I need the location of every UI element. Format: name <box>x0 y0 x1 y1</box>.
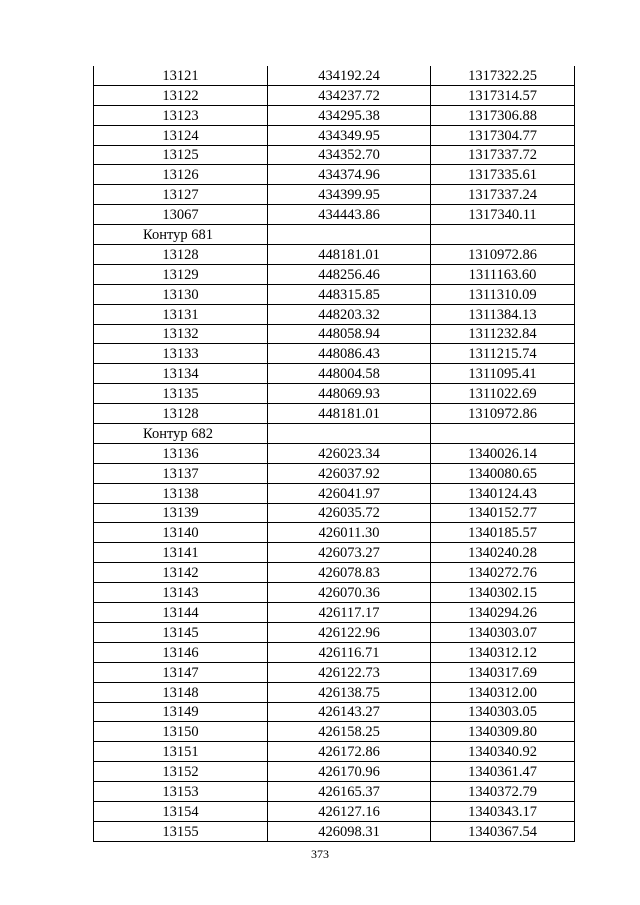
y-coordinate-cell: 1340372.79 <box>431 782 575 802</box>
x-coordinate-cell: 434349.95 <box>268 125 431 145</box>
y-coordinate-cell: 1317337.24 <box>431 185 575 205</box>
x-coordinate-cell: 448069.93 <box>268 384 431 404</box>
table-row <box>94 185 575 205</box>
y-coordinate-cell: 1311022.69 <box>431 384 575 404</box>
y-coordinate-cell: 1340080.65 <box>431 463 575 483</box>
point-number-cell: 13152 <box>94 762 268 782</box>
table-row <box>94 384 575 404</box>
point-number-cell: 13145 <box>94 622 268 642</box>
x-coordinate-cell: 434192.24 <box>268 66 431 85</box>
empty-cell <box>431 225 575 245</box>
y-coordinate-cell: 1340303.05 <box>431 702 575 722</box>
x-coordinate-cell: 426127.16 <box>268 801 431 821</box>
table-row <box>94 145 575 165</box>
point-number-cell: 13146 <box>94 642 268 662</box>
contour-header-row <box>94 225 575 245</box>
point-number-cell: 13067 <box>94 205 268 225</box>
table-row <box>94 364 575 384</box>
table-row <box>94 702 575 722</box>
y-coordinate-cell: 1340240.28 <box>431 543 575 563</box>
x-coordinate-cell: 426078.83 <box>268 563 431 583</box>
point-number-cell: 13123 <box>94 105 268 125</box>
x-coordinate-cell: 426037.92 <box>268 463 431 483</box>
table-row <box>94 603 575 623</box>
y-coordinate-cell: 1340152.77 <box>431 503 575 523</box>
point-number-cell: 13141 <box>94 543 268 563</box>
point-number-cell: 13150 <box>94 722 268 742</box>
x-coordinate-cell: 426035.72 <box>268 503 431 523</box>
y-coordinate-cell: 1340302.15 <box>431 583 575 603</box>
y-coordinate-cell: 1311384.13 <box>431 304 575 324</box>
point-number-cell: 13132 <box>94 324 268 344</box>
x-coordinate-cell: 448203.32 <box>268 304 431 324</box>
y-coordinate-cell: 1340185.57 <box>431 523 575 543</box>
table-row <box>94 344 575 364</box>
y-coordinate-cell: 1340026.14 <box>431 443 575 463</box>
point-number-cell: 13155 <box>94 821 268 841</box>
table-row <box>94 404 575 424</box>
y-coordinate-cell: 1340312.12 <box>431 642 575 662</box>
point-number-cell: 13137 <box>94 463 268 483</box>
point-number-cell: 13130 <box>94 284 268 304</box>
table-row <box>94 762 575 782</box>
y-coordinate-cell: 1317314.57 <box>431 85 575 105</box>
x-coordinate-cell: 426011.30 <box>268 523 431 543</box>
table-row <box>94 463 575 483</box>
point-number-cell: 13136 <box>94 443 268 463</box>
table-row <box>94 523 575 543</box>
y-coordinate-cell: 1311095.41 <box>431 364 575 384</box>
point-number-cell: 13144 <box>94 603 268 623</box>
contour-header-row <box>94 424 575 444</box>
y-coordinate-cell: 1340294.26 <box>431 603 575 623</box>
y-coordinate-cell: 1310972.86 <box>431 404 575 424</box>
table-row <box>94 782 575 802</box>
point-number-cell: 13149 <box>94 702 268 722</box>
table-row <box>94 264 575 284</box>
coordinate-table <box>93 66 575 842</box>
point-number-cell: 13127 <box>94 185 268 205</box>
point-number-cell: 13126 <box>94 165 268 185</box>
table-row <box>94 245 575 265</box>
table-row <box>94 165 575 185</box>
table-row <box>94 105 575 125</box>
x-coordinate-cell: 426073.27 <box>268 543 431 563</box>
x-coordinate-cell: 426172.86 <box>268 742 431 762</box>
x-coordinate-cell: 426098.31 <box>268 821 431 841</box>
point-number-cell: 13135 <box>94 384 268 404</box>
point-number-cell: 13122 <box>94 85 268 105</box>
table-row <box>94 284 575 304</box>
y-coordinate-cell: 1317306.88 <box>431 105 575 125</box>
point-number-cell: 13124 <box>94 125 268 145</box>
contour-label: Контур 682 <box>94 424 268 444</box>
x-coordinate-cell: 426158.25 <box>268 722 431 742</box>
table-row <box>94 205 575 225</box>
y-coordinate-cell: 1340303.07 <box>431 622 575 642</box>
x-coordinate-cell: 426122.96 <box>268 622 431 642</box>
point-number-cell: 13139 <box>94 503 268 523</box>
y-coordinate-cell: 1311232.84 <box>431 324 575 344</box>
empty-cell <box>268 225 431 245</box>
x-coordinate-cell: 448315.85 <box>268 284 431 304</box>
table-row <box>94 662 575 682</box>
x-coordinate-cell: 448256.46 <box>268 264 431 284</box>
point-number-cell: 13121 <box>94 66 268 85</box>
table-row <box>94 324 575 344</box>
y-coordinate-cell: 1317304.77 <box>431 125 575 145</box>
y-coordinate-cell: 1317335.61 <box>431 165 575 185</box>
x-coordinate-cell: 426165.37 <box>268 782 431 802</box>
point-number-cell: 13128 <box>94 245 268 265</box>
x-coordinate-cell: 426138.75 <box>268 682 431 702</box>
point-number-cell: 13125 <box>94 145 268 165</box>
point-number-cell: 13133 <box>94 344 268 364</box>
y-coordinate-cell: 1340124.43 <box>431 483 575 503</box>
x-coordinate-cell: 434352.70 <box>268 145 431 165</box>
x-coordinate-cell: 426117.17 <box>268 603 431 623</box>
point-number-cell: 13138 <box>94 483 268 503</box>
x-coordinate-cell: 448086.43 <box>268 344 431 364</box>
y-coordinate-cell: 1340361.47 <box>431 762 575 782</box>
point-number-cell: 13140 <box>94 523 268 543</box>
y-coordinate-cell: 1317322.25 <box>431 66 575 85</box>
point-number-cell: 13154 <box>94 801 268 821</box>
table-row <box>94 304 575 324</box>
x-coordinate-cell: 426070.36 <box>268 583 431 603</box>
y-coordinate-cell: 1340367.54 <box>431 821 575 841</box>
x-coordinate-cell: 426143.27 <box>268 702 431 722</box>
y-coordinate-cell: 1317337.72 <box>431 145 575 165</box>
table-row <box>94 503 575 523</box>
y-coordinate-cell: 1340317.69 <box>431 662 575 682</box>
y-coordinate-cell: 1311163.60 <box>431 264 575 284</box>
table-row <box>94 125 575 145</box>
empty-cell <box>431 424 575 444</box>
x-coordinate-cell: 434295.38 <box>268 105 431 125</box>
contour-label: Контур 681 <box>94 225 268 245</box>
table-row <box>94 682 575 702</box>
empty-cell <box>268 424 431 444</box>
y-coordinate-cell: 1311310.09 <box>431 284 575 304</box>
table-row <box>94 821 575 841</box>
table-row <box>94 622 575 642</box>
table-row <box>94 801 575 821</box>
y-coordinate-cell: 1340340.92 <box>431 742 575 762</box>
y-coordinate-cell: 1340312.00 <box>431 682 575 702</box>
table-row <box>94 66 575 85</box>
point-number-cell: 13134 <box>94 364 268 384</box>
y-coordinate-cell: 1340309.80 <box>431 722 575 742</box>
x-coordinate-cell: 434237.72 <box>268 85 431 105</box>
table-row <box>94 583 575 603</box>
x-coordinate-cell: 448058.94 <box>268 324 431 344</box>
y-coordinate-cell: 1310972.86 <box>431 245 575 265</box>
point-number-cell: 13129 <box>94 264 268 284</box>
point-number-cell: 13153 <box>94 782 268 802</box>
table-row <box>94 543 575 563</box>
table-row <box>94 742 575 762</box>
x-coordinate-cell: 448181.01 <box>268 404 431 424</box>
point-number-cell: 13131 <box>94 304 268 324</box>
table-row <box>94 85 575 105</box>
point-number-cell: 13128 <box>94 404 268 424</box>
point-number-cell: 13147 <box>94 662 268 682</box>
y-coordinate-cell: 1311215.74 <box>431 344 575 364</box>
page-number: 373 <box>311 847 329 861</box>
x-coordinate-cell: 426116.71 <box>268 642 431 662</box>
x-coordinate-cell: 434399.95 <box>268 185 431 205</box>
x-coordinate-cell: 426122.73 <box>268 662 431 682</box>
point-number-cell: 13142 <box>94 563 268 583</box>
point-number-cell: 13143 <box>94 583 268 603</box>
table-row <box>94 443 575 463</box>
x-coordinate-cell: 448004.58 <box>268 364 431 384</box>
x-coordinate-cell: 448181.01 <box>268 245 431 265</box>
y-coordinate-cell: 1340343.17 <box>431 801 575 821</box>
point-number-cell: 13151 <box>94 742 268 762</box>
y-coordinate-cell: 1340272.76 <box>431 563 575 583</box>
x-coordinate-cell: 434374.96 <box>268 165 431 185</box>
x-coordinate-cell: 434443.86 <box>268 205 431 225</box>
table-row <box>94 483 575 503</box>
x-coordinate-cell: 426041.97 <box>268 483 431 503</box>
point-number-cell: 13148 <box>94 682 268 702</box>
x-coordinate-cell: 426170.96 <box>268 762 431 782</box>
table-row <box>94 563 575 583</box>
table-row <box>94 642 575 662</box>
table-row <box>94 722 575 742</box>
coordinate-table-body <box>94 66 575 841</box>
x-coordinate-cell: 426023.34 <box>268 443 431 463</box>
y-coordinate-cell: 1317340.11 <box>431 205 575 225</box>
